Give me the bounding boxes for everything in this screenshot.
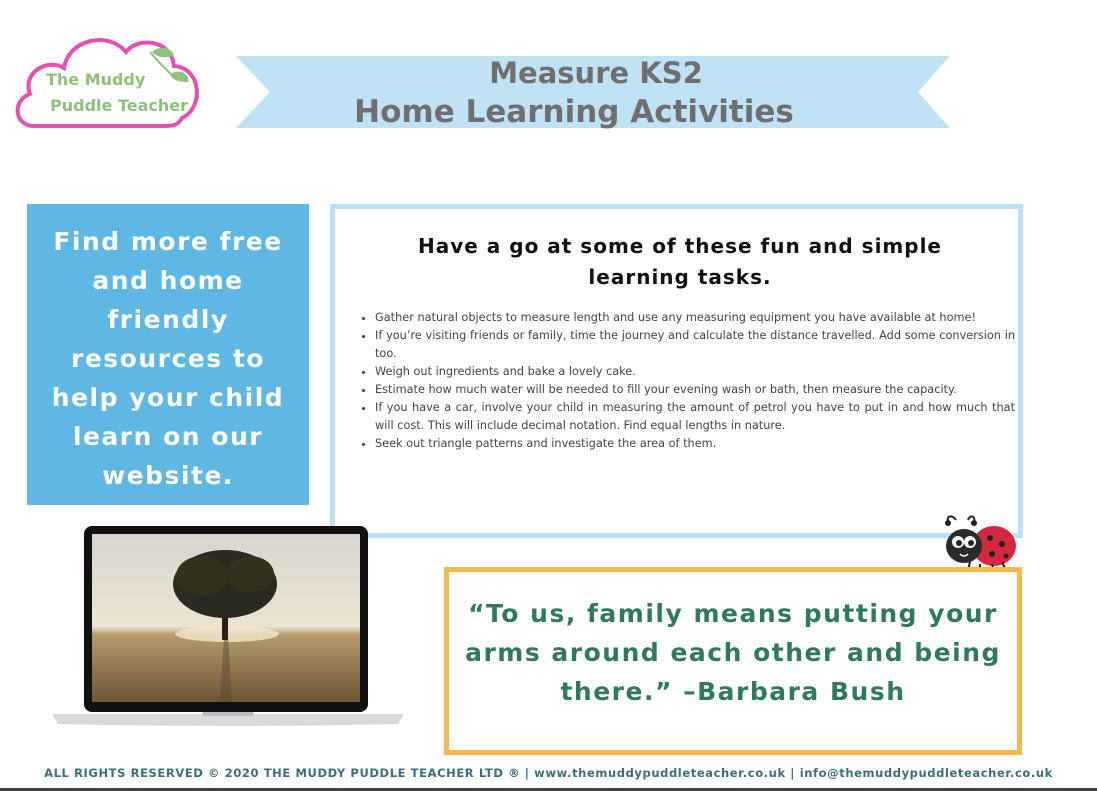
list-item: • Gather natural objects to measure length and use any measuring equipment you have available at home! [375,309,1015,327]
list-item: • Seek out triangle patterns and investigate the area of them. [375,435,1015,453]
logo-line-2: Puddle Teacher [50,96,188,115]
resources-callout-text: Find more free and home friendly resources to help your child learn on our website. [51,227,285,490]
quote-text: “To us, family means putting your arms around each other and being there.” –Barbara Bush [465,599,1001,706]
quote-panel [444,567,1022,755]
footer-text: ALL RIGHTS RESERVED © 2020 THE MUDDY PUDDLE TEACHER LTD ® | www.themuddypuddleteacher.co.uk | info@themuddypuddleteacher.co.uk [44,766,1053,780]
list-item: • Weigh out ingredients and bake a lovely cake. [375,363,1015,381]
list-item: • If you’re visiting friends or family, time the journey and calculate the distance travelled. Add some conversion in too. [375,327,1015,363]
tasks-panel [330,204,1023,538]
list-item: • Estimate how much water will be needed to fill your evening wash or bath, then measure the capacity. [375,381,1015,399]
tasks-list [359,309,1015,453]
resources-callout [27,204,309,505]
page-subtitle: Home Learning Activities [354,94,794,130]
list-item: • If you have a car, involve your child in measuring the amount of petrol you have to put in and how much that will cost. This will include decimal notation. Find equal lengths in nature. [375,399,1015,435]
tasks-heading: Have a go at some of these fun and simple learning tasks. [418,234,942,289]
logo-line-1: The Muddy [46,70,146,89]
page-title: Measure KS2 [489,56,703,90]
ladybug-icon [942,514,1020,572]
laptop-tree-image [52,524,404,726]
